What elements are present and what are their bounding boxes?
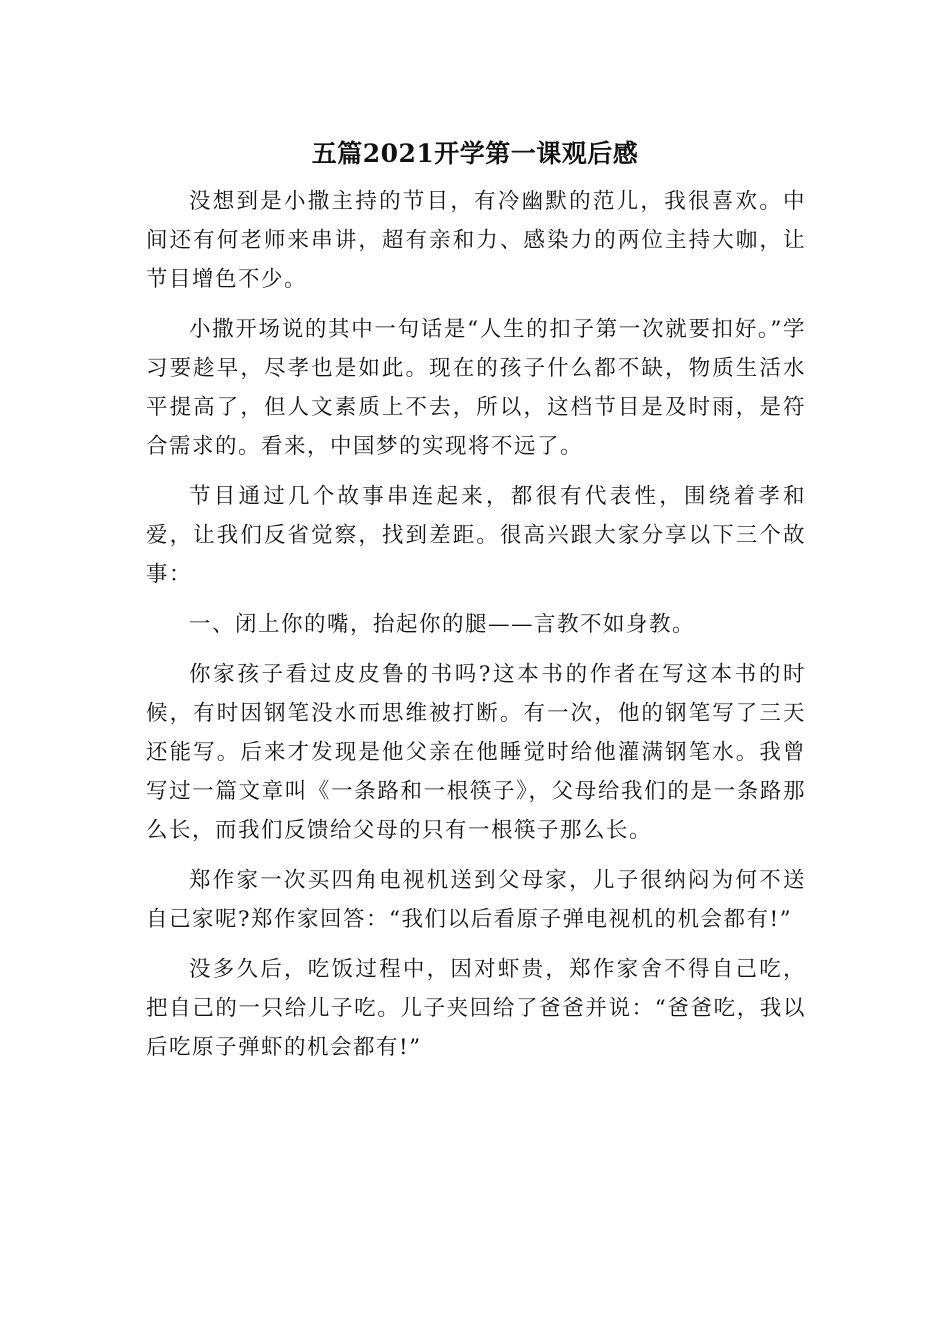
paragraph: 没想到是小撒主持的节目，有冷幽默的范儿，我很喜欢。中间还有何老师来串讲，超有亲和力、感染力的两位主持大咖，让节目增色不少。 [146, 189, 806, 292]
document-title: 五篇2021开学第一课观后感 [311, 139, 639, 168]
paragraph: 小撒开场说的其中一句话是“人生的扣子第一次就要扣好。”学习要趁早，尽孝也是如此。现在的孩子什么都不缺，物质生活水平提高了，但人文素质上不去，所以，这档节目是及时雨，是符合需求的。看来，中国梦的实现将不远了。 [146, 317, 806, 459]
document-body [146, 182, 806, 1078]
paragraph: 你家孩子看过皮皮鲁的书吗?这本书的作者在写这本书的时候，有时因钢笔没水而思维被打断。有一次，他的钢笔写了三天还能写。后来才发现是他父亲在他睡觉时给他灌满钢笔水。我曾写过一篇文章叫《一条路和一根筷子》，父母给我们的是一条路那么长，而我们反馈给父母的只有一根筷子那么长。 [146, 662, 806, 843]
paragraph: 郑作家一次买四角电视机送到父母家，儿子很纳闷为何不送自己家呢?郑作家回答：“我们以后看原子弹电视机的机会都有!” [146, 868, 806, 932]
paragraph: 没多久后，吃饭过程中，因对虾贵，郑作家舍不得自己吃，把自己的一只给儿子吃。儿子夹回给了爸爸并说：“爸爸吃，我以后吃原子弹虾的机会都有!” [146, 957, 806, 1060]
paragraph: 节目通过几个故事串连起来，都很有代表性，围绕着孝和爱，让我们反省觉察，找到差距。很高兴跟大家分享以下三个故事： [146, 484, 806, 587]
paragraph: 一、闭上你的嘴，抬起你的腿——言教不如身教。 [189, 612, 696, 637]
